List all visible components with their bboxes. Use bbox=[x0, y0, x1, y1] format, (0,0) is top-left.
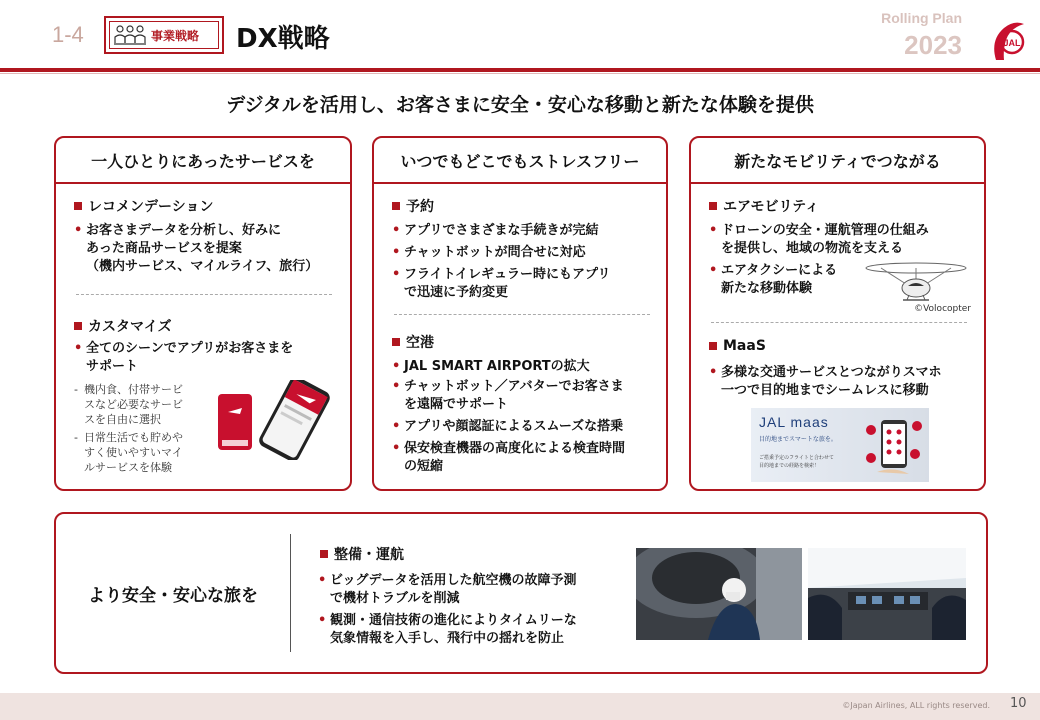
list-item: • 多様な交通サービスとつながりスマホ 一つで目的地までシームレスに移動 bbox=[709, 364, 941, 400]
square-bullet-icon bbox=[392, 202, 400, 210]
square-bullet-icon bbox=[392, 338, 400, 346]
box-heading: 一人ひとりにあったサービスを bbox=[56, 138, 350, 184]
rolling-plan-year: 2023 bbox=[904, 30, 962, 60]
box-heading: より安全・安心な旅を bbox=[88, 585, 258, 606]
page-title: DX戦略 bbox=[236, 24, 330, 54]
section-number: 1-4 bbox=[52, 22, 84, 47]
copyright: ©Japan Airlines, ALL rights reserved. bbox=[842, 701, 990, 710]
section-heading-recommendation: レコメンデーション bbox=[74, 196, 213, 216]
page-subtitle: デジタルを活用し、お客さまに安全・安心な移動と新たな体験を提供 bbox=[226, 94, 814, 116]
dashed-divider bbox=[394, 314, 650, 315]
list-item: • 観測・通信技術の進化によりタイムリーな 気象情報を入手し、飛行中の揺れを防止 bbox=[318, 612, 577, 648]
list-item: • チャットボット／アバターでお客さま を遠隔でサポート bbox=[392, 378, 624, 414]
list-item: • ドローンの安全・運航管理の仕組み を提供し、地域の物流を支える bbox=[709, 222, 929, 258]
list-item: • JAL SMART AIRPORTの拡大 bbox=[392, 358, 590, 376]
section-heading-airport: 空港 bbox=[392, 332, 434, 352]
list-item: • お客さまデータを分析し、好みに あった商品サービスを提案 （機内サービス、マイルライフ、旅行） bbox=[74, 222, 318, 276]
square-bullet-icon bbox=[709, 342, 717, 350]
category-badge bbox=[104, 16, 224, 54]
maas-logo: JAL maas bbox=[759, 414, 829, 430]
rolling-plan-label: Rolling Plan bbox=[881, 10, 962, 26]
logo-text: JAL bbox=[1003, 38, 1021, 48]
people-icon bbox=[113, 23, 147, 47]
section-heading-maas: MaaS bbox=[709, 338, 766, 354]
app-phone-illustration bbox=[214, 380, 334, 460]
box-safety bbox=[54, 512, 988, 674]
box-new-mobility bbox=[689, 136, 986, 491]
list-item: • アプリや顔認証によるスムーズな搭乗 bbox=[392, 418, 623, 436]
image-credit: ©Volocopter bbox=[914, 304, 971, 314]
dashed-divider bbox=[711, 322, 967, 323]
list-item: • 保安検査機器の高度化による検査時間 の短縮 bbox=[392, 440, 625, 476]
jal-logo bbox=[990, 20, 1030, 64]
section-heading-customize: カスタマイズ bbox=[74, 316, 172, 336]
maas-banner bbox=[751, 408, 929, 482]
square-bullet-icon bbox=[74, 202, 82, 210]
box-heading: いつでもどこでもストレスフリー bbox=[374, 138, 666, 184]
note-item: - 機内食、付帯サービ スなど必要なサービ スを自由に選択 bbox=[74, 382, 183, 427]
vertical-divider bbox=[290, 534, 291, 652]
list-item: • 全てのシーンでアプリがお客さまを サポート bbox=[74, 340, 293, 376]
note-item: - 日常生活でも貯めや すく使いやすいマイ ルサービスを体験 bbox=[74, 430, 183, 475]
square-bullet-icon bbox=[709, 202, 717, 210]
section-heading-air-mobility: エアモビリティ bbox=[709, 196, 819, 216]
maas-text: ご搭乗予定のフライトと合わせて bbox=[759, 455, 834, 461]
list-item: • チャットボットが問合せに対応 bbox=[392, 244, 586, 262]
maas-caption: 目的地までスマートな旅を。 bbox=[759, 436, 837, 443]
square-bullet-icon bbox=[320, 550, 328, 558]
maas-phone-illustration bbox=[863, 412, 925, 480]
section-heading-reservation: 予約 bbox=[392, 196, 434, 216]
list-item: • エアタクシーによる 新たな移動体験 bbox=[709, 262, 837, 298]
list-item: • アプリでさまざまな手続きが完結 bbox=[392, 222, 598, 240]
header-divider-thin bbox=[0, 73, 1040, 74]
cockpit-photo bbox=[808, 548, 966, 640]
list-item: • フライトイレギュラー時にもアプリ で迅速に予約変更 bbox=[392, 266, 610, 302]
dashed-divider bbox=[76, 294, 332, 295]
badge-label: 事業戦略 bbox=[151, 28, 200, 43]
section-heading-maintenance: 整備・運航 bbox=[320, 544, 404, 564]
square-bullet-icon bbox=[74, 322, 82, 330]
box-heading: 新たなモビリティでつながる bbox=[691, 138, 984, 184]
header-divider bbox=[0, 68, 1040, 72]
maintenance-photo bbox=[636, 548, 802, 640]
list-item: • ビッグデータを活用した航空機の故障予測 で機材トラブルを削減 bbox=[318, 572, 576, 608]
box-personalized-service bbox=[54, 136, 352, 491]
box-stress-free bbox=[372, 136, 668, 491]
air-taxi-illustration bbox=[861, 258, 971, 308]
maas-text: 目的地までの経路を検索！ bbox=[759, 463, 820, 469]
page-number: 10 bbox=[1010, 696, 1027, 711]
